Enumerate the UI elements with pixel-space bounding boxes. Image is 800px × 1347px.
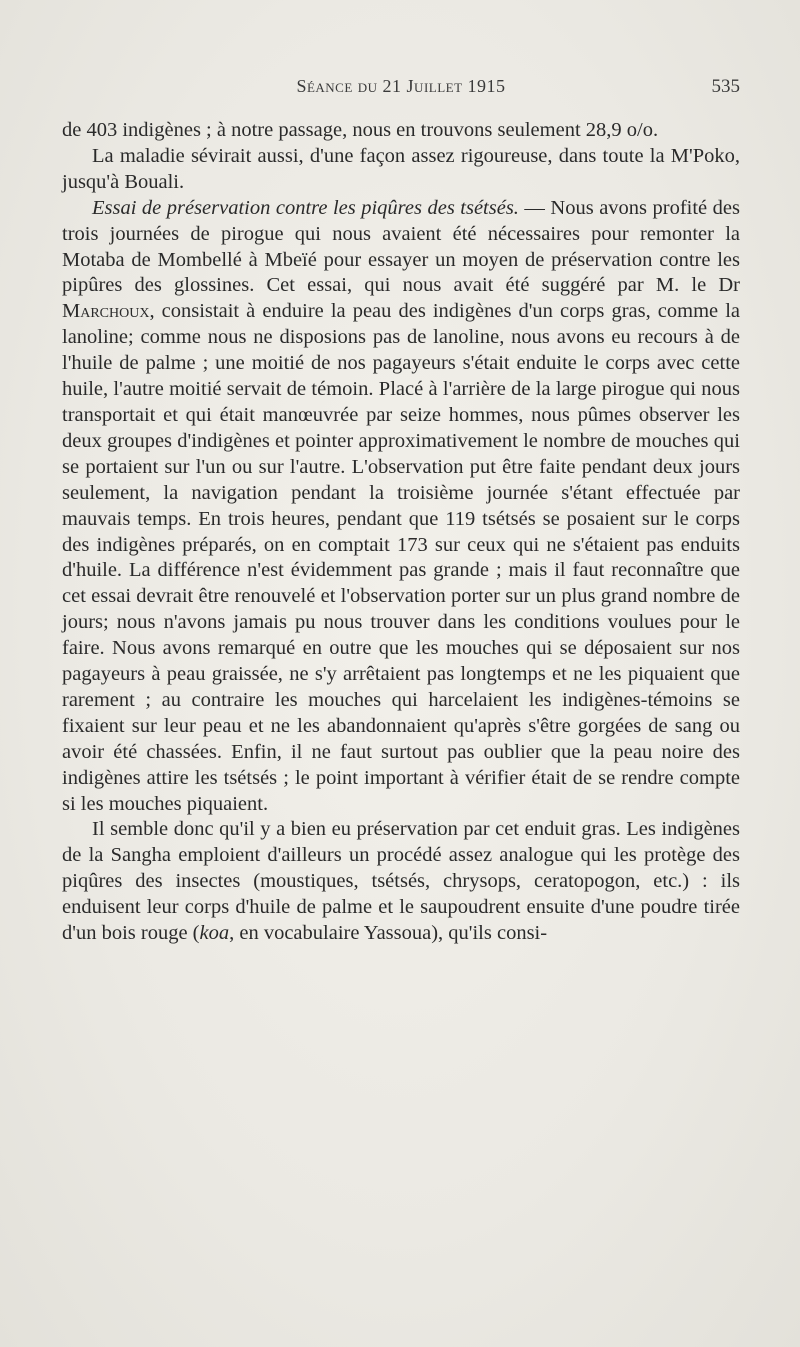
paragraph-maladie: La maladie sévirait aussi, d'une façon assez rigoureuse, dans toute la M'Poko, jusqu'à Bouali. bbox=[62, 144, 740, 193]
running-head bbox=[62, 76, 740, 106]
paragraph-preservation-text-a: Il semble donc qu'il y a bien eu préservation par cet enduit gras. Les indigènes de la Sangha emploient d'ailleurs un procédé assez analogue qui les protège des piqûres des insectes (moustiques, tsétsés, chrysops, ceratopogon, etc.) : ils enduisent leur corps d'huile de palme et le saupoudrent ensuite d'une poudre tirée d'un bois rouge ( bbox=[62, 818, 740, 945]
paragraph-essai-text-a: — Nous avons profité des trois journées de pirogue qui nous avaient été nécessaires pour remonter la Motaba de Mombellé à Mbeïé pour essayer un moyen de préservation contre les pipûres des glossines. Cet essai, qui nous avait été suggéré par M. le Dr bbox=[62, 196, 740, 297]
section-heading-italic: Essai de préservation contre les piqûres des tsétsés. bbox=[92, 196, 519, 219]
person-name-smallcaps: Marchoux bbox=[62, 300, 150, 323]
page-number: 535 bbox=[711, 76, 740, 97]
paragraph-preservation-text-b: , en vocabulaire Yassoua), qu'ils consi- bbox=[229, 922, 548, 945]
paragraph-essai-text-b: , consistait à enduire la peau des indigènes d'un corps gras, comme la lanoline; comme nous ne disposions pas de lanoline, nous avons eu recours à de l'huile de palme ; une moitié de nos pagayeurs s'était enduite le corps avec cette huile, l'autre moitié servait de témoin. Placé à l'arrière de la large pirogue qui nous transportait et qui était manœuvrée par seize hommes, nous pûmes observer les deux groupes d'indigènes et pointer approximativement le nombre de mouches qui se portaient sur l'un ou sur l'autre. L'observation put être faite pendant deux jours seulement, la navigation pendant la troisième journée s'étant effectuée par mauvais temps. En trois heures, pendant que 119 tsétsés se posaient sur le corps des indigènes préparés, on en comptait 173 sur ceux qui ne s'étaient pas enduits d'huile. La différence n'est évidemment pas grande ; mais il faut reconnaître que cet essai devrait être renouvelé et l'observation porter sur un plus grand nombre de jours; nous n'avons jamais pu nous trouver dans les conditions voulues pour le faire. Nous avons remarqué en outre que les mouches qui se déposaient sur nos pagayeurs à peau graissée, ne s'y arrêtaient pas longtemps et ne les piquaient que rarement ; au contraire les mouches qui harcelaient les indigènes-témoins se fixaient sur leur peau et ne les abandonnaient qu'après s'être gorgées de sang ou avoir été chassées. Enfin, il ne faut surtout pas oublier que la peau noire des indigènes attire les tsétsés ; le point important à vérifier était de se rendre compte si les mouches piquaient. bbox=[62, 300, 740, 815]
body-text bbox=[62, 118, 740, 947]
paragraph-preservation bbox=[62, 817, 740, 947]
italic-term-koa: koa bbox=[199, 922, 230, 945]
paragraph-essai bbox=[62, 196, 740, 818]
running-head-title: Séance du 21 Juillet 1915 bbox=[296, 76, 506, 96]
paragraph-continued: de 403 indigènes ; à notre passage, nous en trouvons seulement 28,9 o/o. bbox=[62, 119, 659, 141]
